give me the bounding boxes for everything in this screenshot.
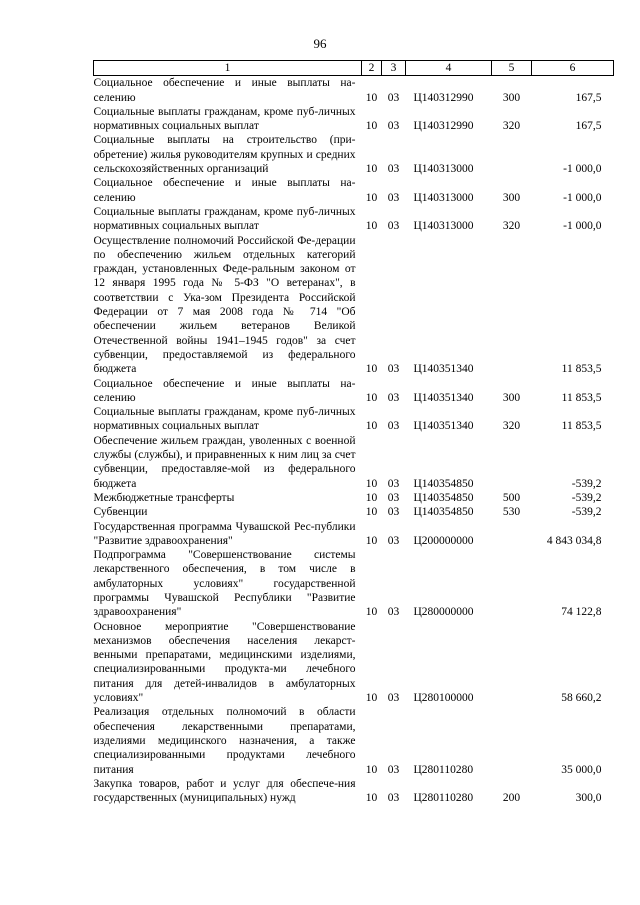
header-col-6: 6 (532, 61, 614, 76)
row-name: Основное мероприятие "Совершенствование механизмов обеспечения населения лекарст-венными препаратами, медицинскими изделиями, специализированными продукта-ми лечебного питания для детей-инвалидов в амбулаторных условиях" (93, 620, 356, 705)
row-target-article: Ц140313000 (413, 220, 474, 233)
table-row (94, 505, 614, 519)
row-amount: 58 660,2 (561, 692, 602, 705)
table-row (94, 520, 614, 549)
row-name: Субвенции (93, 506, 148, 519)
row-section: 10 (365, 220, 378, 233)
row-target-article: Ц140312990 (413, 120, 474, 133)
row-name: Подпрограмма "Совершенствование системы лекарственного обеспечения, в том числе в амбулаторных условиях" государственной программы Чувашской Республики "Развитие здравоохранения" (93, 549, 356, 619)
row-expense-type (492, 705, 532, 776)
row-subsection: 03 (387, 792, 400, 805)
row-name: Реализация отдельных полномочий в области обеспечения лекарственными препаратами, изделиями медицинского назначения, а также специализированными продуктами лечебного питания (93, 706, 356, 776)
table-row (94, 377, 614, 406)
row-expense-type: 530 (502, 506, 521, 519)
row-expense-type (492, 548, 532, 619)
header-col-3: 3 (382, 61, 406, 76)
table-header-row (94, 61, 614, 76)
table-row (94, 205, 614, 234)
row-amount: -539,2 (571, 477, 602, 490)
row-subsection: 03 (387, 534, 400, 547)
row-subsection: 03 (387, 692, 400, 705)
row-name: Обеспечение жильем граждан, уволенных с военной службы (службы), и приравненных к ним лиц за счет субвенции, предоставляе-мой из федерального бюджета (93, 434, 356, 490)
row-target-article: Ц140312990 (413, 91, 474, 104)
table-row (94, 434, 614, 491)
row-section: 10 (365, 477, 378, 490)
row-name: Межбюджетные трансферты (93, 491, 235, 504)
table-row (94, 491, 614, 505)
table-row (94, 105, 614, 134)
row-subsection: 03 (387, 91, 400, 104)
row-expense-type: 320 (502, 420, 521, 433)
header-col-5: 5 (492, 61, 532, 76)
row-expense-type (492, 434, 532, 491)
row-section: 10 (365, 120, 378, 133)
row-name: Государственная программа Чувашской Рес-публики "Развитие здравоохранения" (93, 520, 356, 547)
row-target-article: Ц280000000 (413, 606, 474, 619)
row-section: 10 (365, 163, 378, 176)
row-amount: -539,2 (571, 491, 602, 504)
row-subsection: 03 (387, 763, 400, 776)
row-name: Закупка товаров, работ и услуг для обеспече-ния государственных (муниципальных) нужд (93, 777, 356, 805)
row-subsection: 03 (387, 191, 400, 204)
row-amount: 167,5 (575, 91, 602, 104)
row-subsection: 03 (387, 491, 400, 504)
row-name: Социальное обеспечение и иные выплаты на-селению (93, 77, 356, 104)
row-target-article: Ц200000000 (413, 534, 474, 547)
row-section: 10 (365, 363, 378, 376)
row-amount: 4 843 034,8 (546, 534, 602, 547)
row-expense-type: 320 (502, 220, 521, 233)
row-subsection: 03 (387, 477, 400, 490)
row-target-article: Ц140354850 (413, 477, 474, 490)
table-row (94, 620, 614, 706)
header-col-2: 2 (362, 61, 382, 76)
row-target-article: Ц140354850 (413, 506, 474, 519)
budget-table (93, 60, 614, 805)
row-subsection: 03 (387, 163, 400, 176)
row-amount: 11 853,5 (561, 420, 602, 433)
row-target-article: Ц140354850 (413, 491, 474, 504)
table-row (94, 76, 614, 105)
table-row (94, 405, 614, 434)
header-col-4: 4 (406, 61, 492, 76)
row-expense-type (492, 620, 532, 706)
row-expense-type (492, 520, 532, 549)
row-section: 10 (365, 391, 378, 404)
row-expense-type: 300 (502, 91, 521, 104)
table-row (94, 548, 614, 619)
row-target-article: Ц140313000 (413, 163, 474, 176)
row-target-article: Ц280100000 (413, 692, 474, 705)
row-target-article: Ц280110280 (413, 792, 474, 805)
row-subsection: 03 (387, 506, 400, 519)
row-section: 10 (365, 91, 378, 104)
row-subsection: 03 (387, 391, 400, 404)
header-col-1: 1 (94, 61, 362, 76)
row-expense-type: 300 (502, 391, 521, 404)
row-expense-type: 200 (502, 792, 521, 805)
row-amount: 300,0 (575, 792, 602, 805)
row-amount: -1 000,0 (563, 191, 602, 204)
page-number: 96 (313, 36, 327, 51)
row-section: 10 (365, 491, 378, 504)
row-subsection: 03 (387, 120, 400, 133)
row-amount: -539,2 (571, 506, 602, 519)
row-amount: -1 000,0 (563, 220, 602, 233)
table-row (94, 705, 614, 776)
row-amount: 35 000,0 (561, 763, 602, 776)
row-expense-type: 300 (502, 191, 521, 204)
table-body (94, 76, 614, 806)
row-amount: 74 122,8 (561, 606, 602, 619)
row-section: 10 (365, 763, 378, 776)
row-target-article: Ц140351340 (413, 363, 474, 376)
row-name: Социальные выплаты гражданам, кроме пуб-личных нормативных социальных выплат (93, 205, 356, 233)
row-expense-type (492, 234, 532, 377)
row-subsection: 03 (387, 606, 400, 619)
table-row (94, 777, 614, 806)
row-subsection: 03 (387, 220, 400, 233)
row-name: Социальные выплаты на строительство (при-обретение) жилья руководителям крупных и средних сельскохозяйственных организаций (93, 134, 356, 176)
row-name: Социальное обеспечение и иные выплаты на-селению (93, 377, 356, 404)
row-amount: -1 000,0 (563, 163, 602, 176)
row-section: 10 (365, 692, 378, 705)
row-expense-type: 500 (502, 491, 521, 504)
row-name: Социальное обеспечение и иные выплаты на-селению (93, 177, 356, 204)
row-name: Социальные выплаты гражданам, кроме пуб-личных нормативных социальных выплат (93, 406, 356, 433)
row-section: 10 (365, 534, 378, 547)
row-target-article: Ц140313000 (413, 191, 474, 204)
row-target-article: Ц140351340 (413, 391, 474, 404)
row-expense-type: 320 (502, 120, 521, 133)
row-name: Осуществление полномочий Российской Фе-дерации по обеспечению жильем отдельных категорий граждан, установленных Феде-ральным законом от 12 января 1995 года № 5-ФЗ "О ветеранах", в соответствии с Ука-зом Президента Российской Федерации от 7 мая 2008 года № 714 "Об обеспечении жильем ветеранов Великой Отечественной войны 1941–1945 годов" за счет субвенции, предоставляемой из федерального бюджета (93, 234, 356, 376)
row-section: 10 (365, 606, 378, 619)
row-amount: 11 853,5 (561, 363, 602, 376)
row-section: 10 (365, 191, 378, 204)
row-section: 10 (365, 792, 378, 805)
row-subsection: 03 (387, 420, 400, 433)
row-section: 10 (365, 506, 378, 519)
row-expense-type (492, 133, 532, 176)
row-amount: 11 853,5 (561, 391, 602, 404)
table-row (94, 234, 614, 377)
table-row (94, 133, 614, 176)
row-name: Социальные выплаты гражданам, кроме пуб-личных нормативных социальных выплат (93, 105, 356, 133)
row-amount: 167,5 (575, 120, 602, 133)
row-target-article: Ц140351340 (413, 420, 474, 433)
row-target-article: Ц280110280 (413, 763, 474, 776)
table-row (94, 176, 614, 205)
row-section: 10 (365, 420, 378, 433)
row-subsection: 03 (387, 363, 400, 376)
